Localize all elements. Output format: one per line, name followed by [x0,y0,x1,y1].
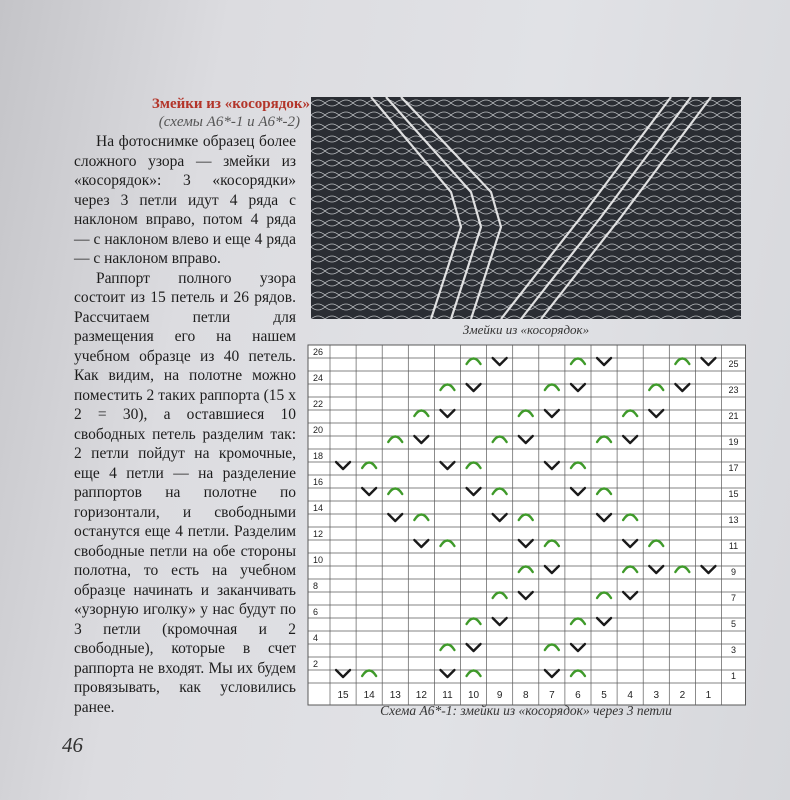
row-label-left: 12 [313,529,324,539]
row-label-right: 5 [730,619,737,629]
row-label-right: 15 [728,489,739,499]
column-label: 13 [389,690,401,701]
row-label-right: 21 [728,411,739,421]
column-label: 1 [705,690,712,701]
row-label-left: 22 [313,399,324,409]
column-label: 5 [601,690,607,701]
row-label-left: 26 [313,347,324,357]
paragraph-2: Раппорт полного узора состоит из 15 петель и 26 рядов. Рассчитаем петли для размещения его на нашем учебном образце из 40 петель. Как видим, на полотне можно поместить 2 таких раппорта (15 х 2 = 30), а оставшиеся 10 свободных петель разделим так: 2 петли пойдут на кромочные, еще 4 петли — на разделение раппортов на полотне по горизонтали, и свободными останутся еще 4 петли. Разделим свободные петли на обе стороны полотна, то есть на учебном образце начинать и заканчивать «узорную иголку» у нас будут по 3 петли (кромочная и 2 свободные), которые в счет раппорта не входят. Мы их будем провязывать, как условились ранее. [74,269,296,716]
row-label-right: 7 [730,593,737,603]
row-label-right: 13 [728,515,739,525]
column-label: 4 [627,690,633,701]
row-label-left: 4 [313,633,319,643]
row-label-right: 1 [730,671,737,681]
column-label: 12 [415,690,427,701]
paragraph-1: На фотоснимке образец более сложного узора — змейки из «косорядок»: 3 «косорядки» через 3 петли идут 4 ряда с наклоном вправо, потом 4 ряда — с наклоном влево и еще 4 ряда — с наклоном вправо. [74,133,296,267]
row-label-left: 6 [313,607,319,617]
chart-background [308,345,746,705]
row-label-left: 18 [313,451,324,461]
column-label: 9 [496,690,503,701]
row-label-left: 20 [313,425,324,435]
column-label: 11 [442,690,453,701]
row-label-left: 16 [313,477,324,487]
column-label: 7 [549,690,555,701]
column-label: 3 [653,690,660,701]
row-label-left: 24 [313,373,324,383]
row-label-right: 23 [728,385,739,395]
column-label: 10 [467,690,480,701]
row-label-left: 10 [313,555,324,565]
row-label-left: 14 [313,503,324,513]
column-label: 8 [522,690,529,701]
row-label-left: 8 [313,581,319,591]
row-label-right: 17 [728,463,739,473]
page-number: 46 [62,733,83,757]
section-heading: Змейки из «косорядок» [151,96,310,112]
row-label-right: 9 [730,567,737,577]
section-subheading: (схемы А6*-1 и А6*-2) [158,114,300,130]
row-label-right: 19 [728,437,739,447]
chart-caption: Схема А6*-1: змейки из «косорядок» через 3 петли [380,703,672,718]
photo-caption: Змейки из «косорядок» [462,322,590,337]
column-label: 15 [337,690,349,701]
row-label-right: 3 [730,645,737,655]
column-label: 6 [575,690,581,701]
column-label: 14 [363,690,375,701]
row-label-right: 25 [728,359,739,369]
row-label-left: 2 [313,659,319,669]
row-label-right: 11 [728,541,739,551]
column-label: 2 [679,690,686,701]
